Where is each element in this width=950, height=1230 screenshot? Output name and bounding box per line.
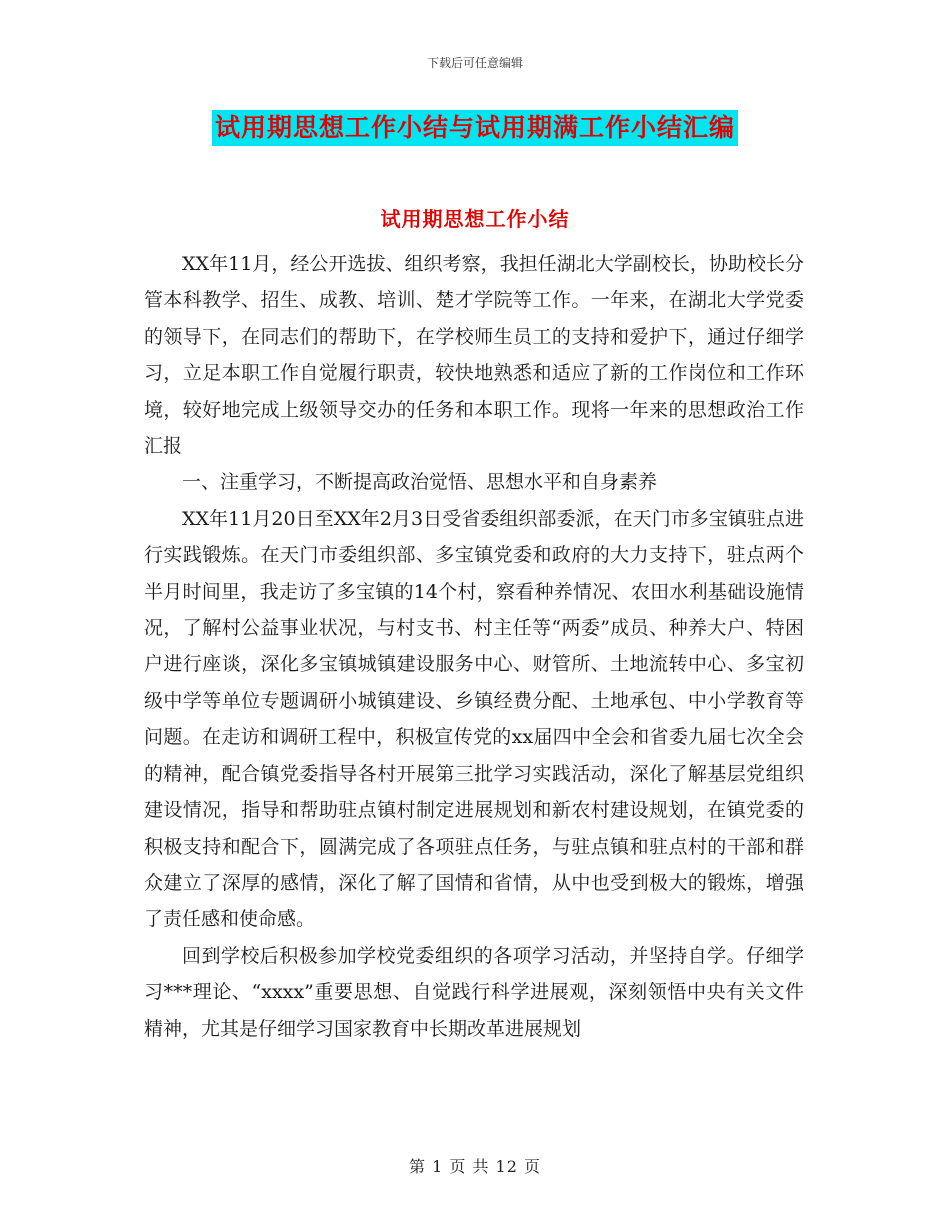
page-header-note: 下载后可任意编辑 [426, 56, 523, 70]
document-title-text: 试用期思想工作小结与试用期满工作小结汇编 [212, 110, 738, 146]
document-body [144, 246, 804, 1047]
paragraph: 回到学校后积极参加学校党委组织的各项学习活动，并坚持自学。仔细学习***理论、“xxxx”重要思想、自觉践行科学进展观，深刻领悟中央有关文件精神，尤其是仔细学习国家教育中长期改革进展规划 [144, 944, 804, 1040]
page-number: 第 1 页 共 12 页 [409, 1157, 541, 1176]
section-title: 试用期思想工作小结 [380, 207, 570, 231]
paragraph: XX年11月20日至XX年2月3日受省委组织部委派，在天门市多宝镇驻点进行实践锻炼。在天门市委组织部、多宝镇党委和政府的大力支持下，驻点两个半月时间里，我走访了多宝镇的14个村，察看种养情况、农田水利基础设施情况，了解村公益事业状况，与村支书、村主任等“两委”成员、种养大户、特困户进行座谈，深化多宝镇城镇建设服务中心、财管所、土地流转中心、多宝初级中学等单位专题调研小城镇建设、乡镇经费分配、土地承包、中小学教育等问题。在走访和调研工程中，积极宣传党的xx届四中全会和省委九届七次全会的精神，配合镇党委指导各村开展第三批学习实践活动，深化了解基层党组织建设情况，指导和帮助驻点镇村制定进展规划和新农村建设规划，在镇党委的积极支持和配合下，圆满完成了各项驻点任务，与驻点镇和驻点村的干部和群众建立了深厚的感情，深化了解了国情和省情，从中也受到极大的锻炼，增强了责任感和使命感。 [144, 507, 804, 931]
paragraph: XX年11月，经公开选拔、组织考察，我担任湖北大学副校长，协助校长分管本科教学、招生、成教、培训、楚才学院等工作。一年来，在湖北大学党委的领导下，在同志们的帮助下，在学校师生员工的支持和爱护下，通过仔细学习，立足本职工作自觉履行职责，较快地熟悉和适应了新的工作岗位和工作环境，较好地完成上级领导交办的任务和本职工作。现将一年来的思想政治工作汇报 [144, 253, 804, 458]
paragraph: 一、注重学习，不断提高政治觉悟、思想水平和自身素养 [182, 471, 658, 494]
document-title [0, 110, 950, 146]
